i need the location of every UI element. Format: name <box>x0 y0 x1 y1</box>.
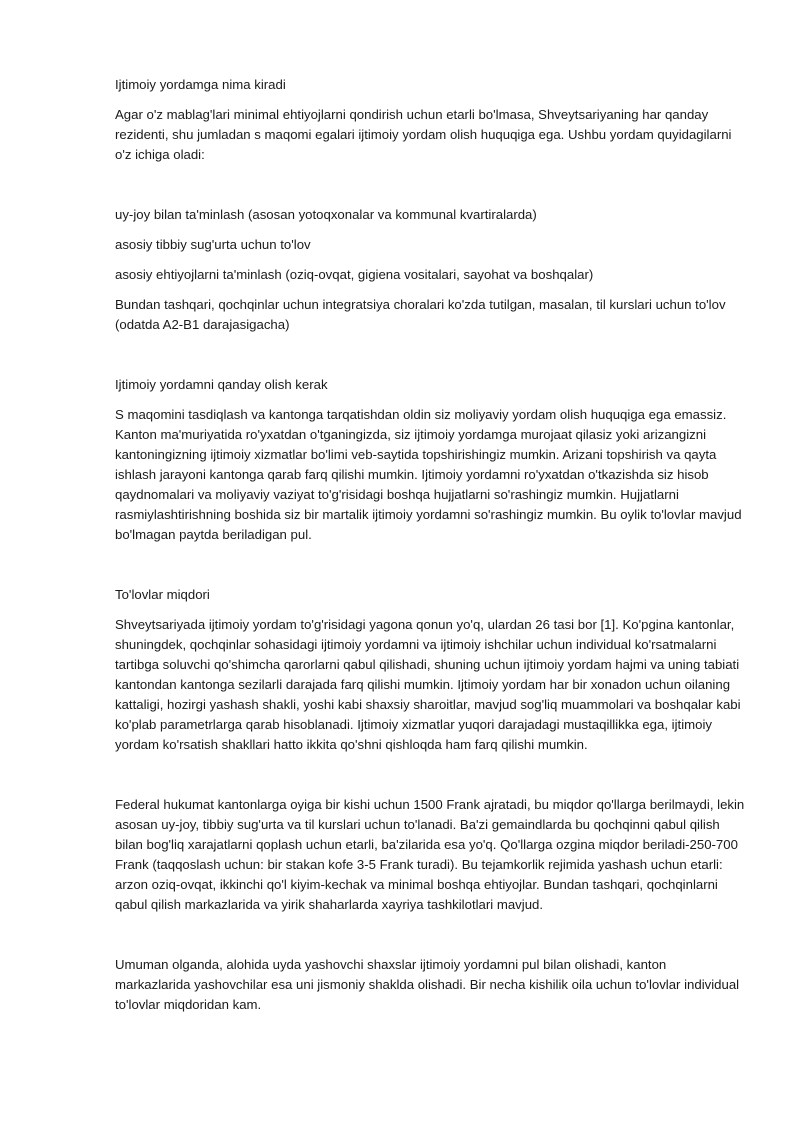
paragraph-summary: Umuman olganda, alohida uyda yashovchi shaxslar ijtimoiy yordamni pul bilan olishadi, kanton markazlarida yashovchilar esa uni jismoniy shaklda olishadi. Bir necha kishilik oila uchun to'lovlar individual to'lovlar miqdoridan kam. <box>115 957 740 1012</box>
spacer <box>115 555 745 585</box>
list-item: asosiy tibbiy sug'urta uchun to'lov <box>115 237 311 252</box>
list-item: asosiy ehtiyojlarni ta'minlash (oziq-ovqat, gigiena vositalari, sayohat va boshqalar) <box>115 267 594 282</box>
spacer <box>115 925 745 955</box>
spacer <box>115 765 745 795</box>
spacer <box>115 175 745 205</box>
document-page <box>115 75 745 1025</box>
section-heading-payment-amount: To'lovlar miqdori <box>115 587 210 602</box>
list-item: uy-joy bilan ta'minlash (asosan yotoqxonalar va kommunal kvartiralarda) <box>115 207 537 222</box>
section-heading-what-included: Ijtimoiy yordamga nima kiradi <box>115 77 286 92</box>
spacer <box>115 345 745 375</box>
paragraph-how-to-get: S maqomini tasdiqlash va kantonga tarqatishdan oldin siz moliyaviy yordam olish huquqiga ega emassiz. Kanton ma'muriyatida ro'yxatdan o'tganingizda, siz ijtimoiy yordamga murojaat qilasiz yoki arizangizni kantoningizning ijtimoiy xizmatlar bo'limi veb-saytida topshirishingiz mumkin. Arizani topshirish va qayta ishlash jarayoni kantonga qarab farq qilishi mumkin. Ijtimoiy yordamni ro'yxatdan o'tkazishda siz hisob qaydnomalari va moliyaviy vaziyat to'g'risidagi boshqa hujjatlarni so'rashingiz mumkin. Hujjatlarni rasmiylashtirishning boshida siz bir martalik ijtimoiy yordamni so'rashingiz mumkin. Bu oylik to'lovlar mavjud bo'lmagan paytda beriladigan pul. <box>115 407 742 542</box>
paragraph-federal-funding: Federal hukumat kantonlarga oyiga bir kishi uchun 1500 Frank ajratadi, bu miqdor qo'llarga berilmaydi, lekin asosan uy-joy, tibbiy sug'urta va til kurslari uchun to'lanadi. Ba'zi gemaindlarda bu qochqinni qabul qilish bilan bog'liq xarajatlarni qoplash uchun etarli, ba'zilarida esa yo'q. Qo'llarga ozgina miqdor beriladi-250-700 Frank (taqqoslash uchun: bir stakan kofe 3-5 Frank turadi). Bu tejamkorlik rejimida yashash uchun etarli: arzon oziq-ovqat, ikkinchi qo'l kiyim-kechak va minimal boshqa ehtiyojlar. Bundan tashqari, qochqinlarni qabul qilish markazlarida va yirik shaharlarda xayriya tashkilotlari mavjud. <box>115 797 745 912</box>
section-heading-how-to-get: Ijtimoiy yordamni qanday olish kerak <box>115 377 328 392</box>
paragraph-integration: Bundan tashqari, qochqinlar uchun integratsiya choralari ko'zda tutilgan, masalan, til kurslari uchun to'lov (odatda A2-B1 darajasigacha) <box>115 297 726 332</box>
paragraph-intro: Agar o'z mablag'lari minimal ehtiyojlarni qondirish uchun etarli bo'lmasa, Shveytsariyaning har qanday rezidenti, shu jumladan s maqomi egalari ijtimoiy yordam olish huquqiga ega. Ushbu yordam quyidagilarni o'z ichiga oladi: <box>115 107 732 162</box>
paragraph-payment-amount: Shveytsariyada ijtimoiy yordam to'g'risidagi yagona qonun yo'q, ulardan 26 tasi bor [1]. Ko'pgina kantonlar, shuningdek, qochqinlar sohasidagi ijtimoiy yordamni va ijtimoiy ishchilar uchun individual ko'rsatmalarni tartibga soluvchi qo'shimcha qarorlarni qabul qilishadi, shuning uchun ijtimoiy yordam hajmi va uning tabiati kantondan kantonga sezilarli darajada farq qilishi mumkin. Ijtimoiy yordam har bir xonadon uchun oilaning kattaligi, hozirgi yashash shakli, yoshi kabi shaxsiy sharoitlar, mavjud sog'liq muammolari va boshqalar kabi ko'plab parametrlarga qarab hisoblanadi. Ijtimoiy xizmatlar yuqori darajadagi mustaqillikka ega, ijtimoiy yordam ko'rsatish shakllari hatto ikkita qo'shni qishloqda ham farq qilishi mumkin. <box>115 617 741 752</box>
